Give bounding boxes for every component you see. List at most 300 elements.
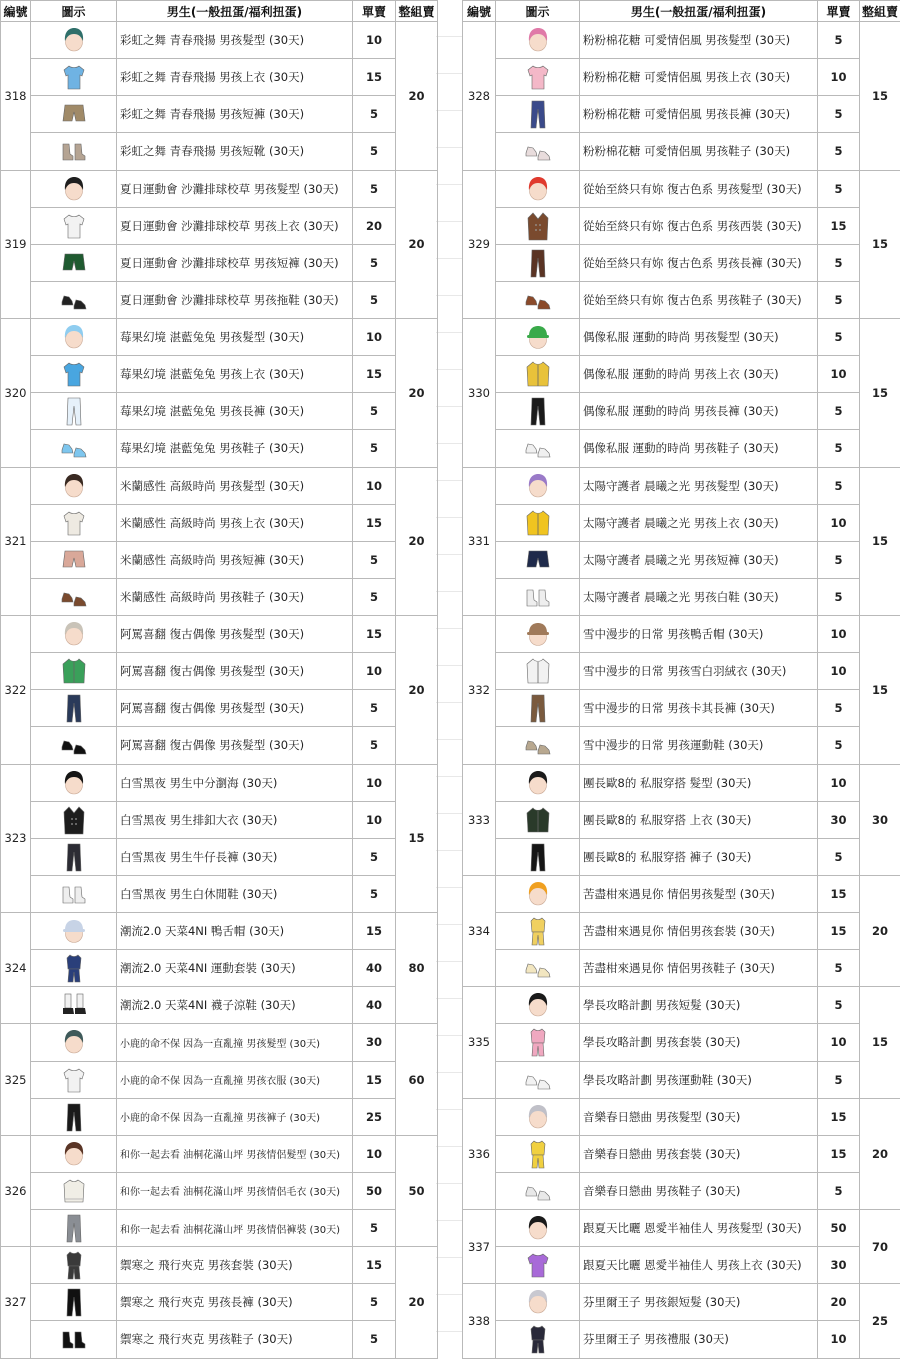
unit-price: 10 xyxy=(353,801,396,838)
item-image-cell xyxy=(496,1098,580,1135)
hair-icon xyxy=(524,990,552,1020)
table-row xyxy=(463,244,900,281)
item-image-cell xyxy=(31,838,117,875)
item-name: 芬里爾王子 男孩禮服 (30天) xyxy=(580,1321,818,1358)
unit-price: 5 xyxy=(818,838,860,875)
header-unit-price: 單賣 xyxy=(353,1,396,22)
unit-price: 5 xyxy=(818,133,860,170)
item-image-cell xyxy=(496,59,580,96)
cap-icon xyxy=(524,322,552,352)
item-name: 潮流2.0 天菜4NI 襪子涼鞋 (30天) xyxy=(117,987,353,1024)
item-name: 雪中漫步的日常 男孩運動鞋 (30天) xyxy=(580,727,818,764)
item-image-cell xyxy=(31,1135,117,1172)
unit-price: 10 xyxy=(818,504,860,541)
item-image-cell xyxy=(496,1210,580,1247)
unit-price: 5 xyxy=(353,96,396,133)
right-table-body xyxy=(463,22,900,1359)
table-row xyxy=(1,1321,438,1358)
unit-price: 10 xyxy=(818,59,860,96)
item-name: 從始至終只有妳 復古色系 男孩髮型 (30天) xyxy=(580,170,818,207)
item-name: 莓果幻境 湛藍兔兔 男孩鞋子 (30天) xyxy=(117,430,353,467)
unit-price: 15 xyxy=(353,1061,396,1098)
pants-icon xyxy=(60,1213,88,1243)
item-name: 粉粉棉花糖 可愛情侶風 男孩髮型 (30天) xyxy=(580,22,818,59)
hair-icon xyxy=(60,471,88,501)
shoes-icon xyxy=(60,285,88,315)
unit-price: 10 xyxy=(818,356,860,393)
item-name: 粉粉棉花糖 可愛情侶風 男孩鞋子 (30天) xyxy=(580,133,818,170)
unit-price: 5 xyxy=(353,133,396,170)
table-row xyxy=(463,1321,900,1358)
column-gap xyxy=(436,0,462,1358)
shorts-icon xyxy=(524,545,552,575)
unit-price: 5 xyxy=(353,875,396,912)
shoes-icon xyxy=(524,1176,552,1206)
unit-price: 40 xyxy=(353,950,396,987)
item-image-cell xyxy=(31,430,117,467)
table-row xyxy=(463,616,900,653)
item-image-cell xyxy=(31,1061,117,1098)
set-price: 15 xyxy=(860,467,900,616)
item-name: 團長歐8的 私服穿搭 髮型 (30天) xyxy=(580,764,818,801)
unit-price: 5 xyxy=(353,1284,396,1321)
group-id: 326 xyxy=(1,1135,31,1246)
item-image-cell xyxy=(496,764,580,801)
unit-price: 5 xyxy=(353,393,396,430)
hair-icon xyxy=(524,471,552,501)
table-row xyxy=(1,838,438,875)
group-id: 319 xyxy=(1,170,31,319)
hair-icon xyxy=(60,1027,88,1057)
unit-price: 5 xyxy=(353,578,396,615)
unit-price: 30 xyxy=(353,1024,396,1061)
item-name: 雪中漫步的日常 男孩鴨舌帽 (30天) xyxy=(580,616,818,653)
table-row xyxy=(1,170,438,207)
set-price: 20 xyxy=(396,22,438,171)
header-item: 男生(一般扭蛋/福利扭蛋) xyxy=(580,1,818,22)
shorts-icon xyxy=(60,99,88,129)
hair-icon xyxy=(524,1102,552,1132)
item-image-cell xyxy=(31,727,117,764)
table-row xyxy=(463,801,900,838)
set-price: 20 xyxy=(860,1098,900,1209)
item-name: 芬里爾王子 男孩銀短髮 (30天) xyxy=(580,1284,818,1321)
item-image-cell xyxy=(31,22,117,59)
table-row xyxy=(1,504,438,541)
group-id: 333 xyxy=(463,764,496,875)
unit-price: 15 xyxy=(818,1098,860,1135)
set-price: 15 xyxy=(860,170,900,319)
table-row xyxy=(463,727,900,764)
hair-icon xyxy=(524,174,552,204)
table-row xyxy=(1,764,438,801)
item-image-cell xyxy=(31,875,117,912)
unit-price: 5 xyxy=(818,541,860,578)
unit-price: 5 xyxy=(353,244,396,281)
unit-price: 15 xyxy=(353,913,396,950)
table-row xyxy=(1,1284,438,1321)
table-row xyxy=(463,356,900,393)
item-image-cell xyxy=(31,950,117,987)
item-name: 太陽守護者 晨曦之光 男孩髮型 (30天) xyxy=(580,467,818,504)
header-id: 編號 xyxy=(1,1,31,22)
item-name: 和你一起去看 油桐花滿山坪 男孩情侶髮型 (30天) xyxy=(117,1135,353,1172)
table-row xyxy=(1,1061,438,1098)
set-price: 30 xyxy=(860,764,900,875)
item-name: 偶像私服 運動的時尚 男孩長褲 (30天) xyxy=(580,393,818,430)
table-row xyxy=(463,987,900,1024)
item-image-cell xyxy=(31,244,117,281)
item-image-cell xyxy=(496,838,580,875)
table-row xyxy=(1,207,438,244)
shoes-icon xyxy=(524,433,552,463)
unit-price: 20 xyxy=(818,1284,860,1321)
item-image-cell xyxy=(496,244,580,281)
table-row xyxy=(463,764,900,801)
shoes-icon xyxy=(524,1065,552,1095)
item-image-cell xyxy=(496,1061,580,1098)
item-image-cell xyxy=(31,801,117,838)
right-table xyxy=(462,0,900,1359)
item-image-cell xyxy=(31,467,117,504)
group-id: 331 xyxy=(463,467,496,616)
table-row xyxy=(1,319,438,356)
unit-price: 15 xyxy=(353,59,396,96)
item-image-cell xyxy=(496,913,580,950)
item-image-cell xyxy=(496,467,580,504)
unit-price: 5 xyxy=(818,170,860,207)
hair-icon xyxy=(60,25,88,55)
left-table-header xyxy=(1,1,438,22)
group-id: 334 xyxy=(463,875,496,986)
shoes-icon xyxy=(524,136,552,166)
item-image-cell xyxy=(31,541,117,578)
unit-price: 5 xyxy=(818,578,860,615)
outfit-icon xyxy=(524,916,552,946)
unit-price: 5 xyxy=(353,1321,396,1358)
pants-icon xyxy=(524,842,552,872)
shirt-icon xyxy=(60,211,88,241)
header-unit-price: 單賣 xyxy=(818,1,860,22)
set-price: 15 xyxy=(860,319,900,468)
table-row xyxy=(463,1061,900,1098)
item-name: 和你一起去看 油桐花滿山坪 男孩情侶褲裝 (30天) xyxy=(117,1210,353,1247)
table-row xyxy=(463,504,900,541)
set-price: 60 xyxy=(396,1024,438,1135)
unit-price: 15 xyxy=(818,875,860,912)
unit-price: 5 xyxy=(818,467,860,504)
unit-price: 5 xyxy=(353,541,396,578)
item-image-cell xyxy=(31,281,117,318)
shirt-icon xyxy=(60,1065,88,1095)
item-image-cell xyxy=(496,690,580,727)
table-row xyxy=(1,541,438,578)
left-table-body xyxy=(1,22,438,1359)
item-name: 團長歐8的 私服穿搭 褲子 (30天) xyxy=(580,838,818,875)
item-name: 音樂春日戀曲 男孩鞋子 (30天) xyxy=(580,1172,818,1209)
hair-icon xyxy=(524,768,552,798)
item-name: 從始至終只有妳 復古色系 男孩長褲 (30天) xyxy=(580,244,818,281)
group-id: 338 xyxy=(463,1284,496,1358)
unit-price: 10 xyxy=(818,764,860,801)
table-row xyxy=(1,801,438,838)
table-row xyxy=(1,653,438,690)
item-name: 彩虹之舞 青春飛揚 男孩短褲 (30天) xyxy=(117,96,353,133)
item-name: 粉粉棉花糖 可愛情侶風 男孩長褲 (30天) xyxy=(580,96,818,133)
item-name: 白雪黑夜 男生牛仔長褲 (30天) xyxy=(117,838,353,875)
item-name: 偶像私服 運動的時尚 男孩鞋子 (30天) xyxy=(580,430,818,467)
unit-price: 10 xyxy=(353,319,396,356)
table-row xyxy=(463,1172,900,1209)
sweater-icon xyxy=(60,1176,88,1206)
item-name: 偶像私服 運動的時尚 男孩髮型 (30天) xyxy=(580,319,818,356)
item-name: 莓果幻境 湛藍兔兔 男孩長褲 (30天) xyxy=(117,393,353,430)
table-row xyxy=(1,1098,438,1135)
pants-icon xyxy=(60,842,88,872)
table-row xyxy=(1,616,438,653)
shoes-icon xyxy=(60,730,88,760)
pants-icon xyxy=(60,1287,88,1317)
unit-price: 5 xyxy=(818,1172,860,1209)
unit-price: 5 xyxy=(353,727,396,764)
shirt-icon xyxy=(524,1250,552,1280)
item-name: 小鹿的命不保 因為一直亂撞 男孩衣服 (30天) xyxy=(117,1061,353,1098)
set-price: 25 xyxy=(860,1284,900,1358)
shoes-icon xyxy=(60,582,88,612)
jacket-icon xyxy=(524,805,552,835)
unit-price: 5 xyxy=(353,170,396,207)
table-row xyxy=(463,1135,900,1172)
table-row xyxy=(463,1098,900,1135)
item-image-cell xyxy=(496,653,580,690)
table-row xyxy=(463,59,900,96)
item-image-cell xyxy=(496,1284,580,1321)
table-row xyxy=(1,727,438,764)
item-image-cell xyxy=(496,1321,580,1358)
unit-price: 15 xyxy=(353,1247,396,1284)
item-image-cell xyxy=(31,59,117,96)
unit-price: 10 xyxy=(818,616,860,653)
item-image-cell xyxy=(496,207,580,244)
unit-price: 5 xyxy=(818,950,860,987)
table-row xyxy=(1,244,438,281)
item-image-cell xyxy=(496,541,580,578)
group-id: 320 xyxy=(1,319,31,468)
table-row xyxy=(1,356,438,393)
jacket-icon xyxy=(524,359,552,389)
unit-price: 10 xyxy=(818,653,860,690)
table-row xyxy=(463,170,900,207)
item-image-cell xyxy=(31,616,117,653)
unit-price: 5 xyxy=(353,838,396,875)
item-image-cell xyxy=(31,96,117,133)
item-name: 白雪黑夜 男生白休閒鞋 (30天) xyxy=(117,875,353,912)
item-name: 夏日運動會 沙灘排球校草 男孩短褲 (30天) xyxy=(117,244,353,281)
shorts-icon xyxy=(60,545,88,575)
item-name: 雪中漫步的日常 男孩卡其長褲 (30天) xyxy=(580,690,818,727)
unit-price: 30 xyxy=(818,801,860,838)
item-name: 阿罵喜翻 復古偶像 男孩髮型 (30天) xyxy=(117,616,353,653)
set-price: 20 xyxy=(396,170,438,319)
set-price: 70 xyxy=(860,1210,900,1284)
item-image-cell xyxy=(496,356,580,393)
item-image-cell xyxy=(496,987,580,1024)
table-row xyxy=(463,96,900,133)
unit-price: 15 xyxy=(353,616,396,653)
item-name: 跟夏天比曬 恩愛半袖佳人 男孩髮型 (30天) xyxy=(580,1210,818,1247)
boots-icon xyxy=(60,1324,88,1354)
unit-price: 5 xyxy=(818,96,860,133)
unit-price: 40 xyxy=(353,987,396,1024)
jacket-icon xyxy=(524,508,552,538)
outfit-icon xyxy=(524,1027,552,1057)
unit-price: 5 xyxy=(818,319,860,356)
set-price: 15 xyxy=(860,22,900,171)
item-name: 米蘭感性 高級時尚 男孩上衣 (30天) xyxy=(117,504,353,541)
table-row xyxy=(1,578,438,615)
table-row xyxy=(1,59,438,96)
item-image-cell xyxy=(496,170,580,207)
item-name: 從始至終只有妳 復古色系 男孩鞋子 (30天) xyxy=(580,281,818,318)
item-image-cell xyxy=(496,430,580,467)
item-image-cell xyxy=(31,1284,117,1321)
hair-icon xyxy=(524,25,552,55)
table-row xyxy=(463,430,900,467)
item-name: 夏日運動會 沙灘排球校草 男孩髮型 (30天) xyxy=(117,170,353,207)
cap-icon xyxy=(60,916,88,946)
group-id: 332 xyxy=(463,616,496,765)
left-table xyxy=(0,0,438,1359)
pants-icon xyxy=(524,693,552,723)
table-row xyxy=(463,281,900,318)
item-image-cell xyxy=(31,393,117,430)
table-row xyxy=(1,913,438,950)
item-name: 白雪黑夜 男生排釦大衣 (30天) xyxy=(117,801,353,838)
table-row xyxy=(1,22,438,59)
item-image-cell xyxy=(496,801,580,838)
pants-icon xyxy=(60,1102,88,1132)
table-row xyxy=(463,133,900,170)
table-row xyxy=(1,393,438,430)
hair-icon xyxy=(60,322,88,352)
header-set-price: 整組賣 xyxy=(396,1,438,22)
item-image-cell xyxy=(496,504,580,541)
item-name: 太陽守護者 晨曦之光 男孩上衣 (30天) xyxy=(580,504,818,541)
table-row xyxy=(463,1024,900,1061)
pants-icon xyxy=(524,248,552,278)
item-name: 潮流2.0 天菜4NI 運動套裝 (30天) xyxy=(117,950,353,987)
item-name: 和你一起去看 油桐花滿山坪 男孩情侶毛衣 (30天) xyxy=(117,1172,353,1209)
unit-price: 15 xyxy=(818,913,860,950)
item-name: 音樂春日戀曲 男孩髮型 (30天) xyxy=(580,1098,818,1135)
table-row xyxy=(1,987,438,1024)
group-id: 328 xyxy=(463,22,496,171)
item-name: 學長攻略計劃 男孩運動鞋 (30天) xyxy=(580,1061,818,1098)
unit-price: 5 xyxy=(353,430,396,467)
item-name: 小鹿的命不保 因為一直亂撞 男孩髮型 (30天) xyxy=(117,1024,353,1061)
set-price: 20 xyxy=(396,319,438,468)
item-name: 雪中漫步的日常 男孩雪白羽絨衣 (30天) xyxy=(580,653,818,690)
unit-price: 10 xyxy=(353,764,396,801)
header-image: 圖示 xyxy=(496,1,580,22)
item-name: 太陽守護者 晨曦之光 男孩短褲 (30天) xyxy=(580,541,818,578)
table-row xyxy=(463,913,900,950)
table-row xyxy=(1,467,438,504)
item-name: 苦盡柑來遇見你 情侶男孩髮型 (30天) xyxy=(580,875,818,912)
set-price: 20 xyxy=(396,616,438,765)
header-image: 圖示 xyxy=(31,1,117,22)
unit-price: 5 xyxy=(818,393,860,430)
set-price: 15 xyxy=(396,764,438,913)
unit-price: 20 xyxy=(353,207,396,244)
shirt-icon xyxy=(524,62,552,92)
item-image-cell xyxy=(31,1024,117,1061)
group-id: 329 xyxy=(463,170,496,319)
item-image-cell xyxy=(31,170,117,207)
item-name: 莓果幻境 湛藍兔兔 男孩上衣 (30天) xyxy=(117,356,353,393)
item-image-cell xyxy=(31,764,117,801)
item-name: 米蘭感性 高級時尚 男孩短褲 (30天) xyxy=(117,541,353,578)
table-row xyxy=(1,950,438,987)
unit-price: 5 xyxy=(353,281,396,318)
table-row xyxy=(463,578,900,615)
header-set-price: 整組賣 xyxy=(860,1,900,22)
unit-price: 5 xyxy=(818,690,860,727)
header-id: 編號 xyxy=(463,1,496,22)
unit-price: 5 xyxy=(818,1061,860,1098)
group-id: 325 xyxy=(1,1024,31,1135)
table-row xyxy=(463,838,900,875)
item-image-cell xyxy=(31,1210,117,1247)
set-price: 20 xyxy=(396,1247,438,1358)
unit-price: 10 xyxy=(353,467,396,504)
set-price: 20 xyxy=(860,875,900,986)
unit-price: 5 xyxy=(818,244,860,281)
unit-price: 15 xyxy=(353,504,396,541)
shirt-icon xyxy=(60,359,88,389)
item-image-cell xyxy=(496,1247,580,1284)
item-name: 彩虹之舞 青春飛揚 男孩上衣 (30天) xyxy=(117,59,353,96)
item-image-cell xyxy=(496,1024,580,1061)
boots-icon xyxy=(524,582,552,612)
table-row xyxy=(463,22,900,59)
unit-price: 25 xyxy=(353,1098,396,1135)
shirt-icon xyxy=(60,508,88,538)
table-row xyxy=(463,393,900,430)
item-name: 彩虹之舞 青春飛揚 男孩短靴 (30天) xyxy=(117,133,353,170)
item-image-cell xyxy=(496,22,580,59)
set-price: 50 xyxy=(396,1135,438,1246)
item-image-cell xyxy=(31,356,117,393)
item-name: 阿罵喜翻 復古偶像 男孩髮型 (30天) xyxy=(117,690,353,727)
item-name: 夏日運動會 沙灘排球校草 男孩上衣 (30天) xyxy=(117,207,353,244)
item-image-cell xyxy=(496,616,580,653)
table-row xyxy=(463,950,900,987)
table-row xyxy=(1,1024,438,1061)
outfit-icon xyxy=(60,1250,88,1280)
set-price: 80 xyxy=(396,913,438,1024)
item-name: 米蘭感性 高級時尚 男孩髮型 (30天) xyxy=(117,467,353,504)
item-image-cell xyxy=(496,1172,580,1209)
shoes-icon xyxy=(524,285,552,315)
outfit-icon xyxy=(60,953,88,983)
group-id: 324 xyxy=(1,913,31,1024)
unit-price: 5 xyxy=(818,430,860,467)
item-image-cell xyxy=(31,319,117,356)
hair-icon xyxy=(524,1287,552,1317)
header-item: 男生(一般扭蛋/福利扭蛋) xyxy=(117,1,353,22)
shorts-icon xyxy=(60,248,88,278)
